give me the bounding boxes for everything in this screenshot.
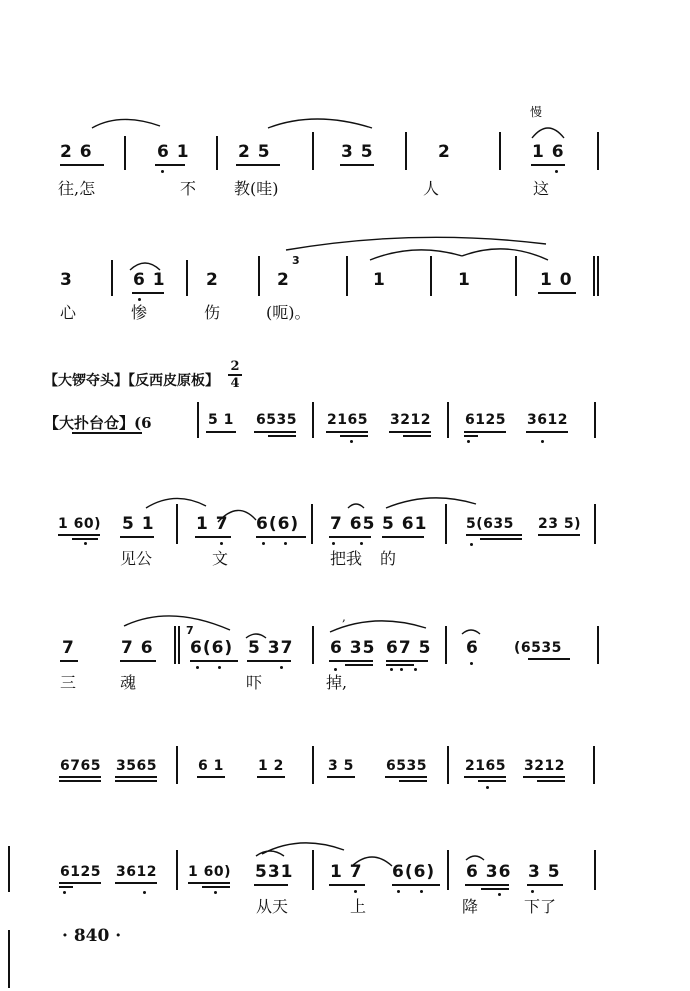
underline bbox=[120, 536, 154, 538]
barline bbox=[111, 260, 113, 296]
underline bbox=[115, 776, 157, 778]
underline bbox=[59, 780, 101, 782]
note-group: 1 60) bbox=[188, 864, 231, 880]
barline bbox=[258, 256, 260, 296]
note-group: 23 5) bbox=[538, 516, 581, 532]
underline bbox=[329, 884, 365, 886]
margin-line bbox=[8, 846, 10, 892]
note-group: 2 bbox=[277, 270, 290, 290]
underline bbox=[326, 431, 368, 433]
barline bbox=[124, 136, 126, 170]
octave-dot bbox=[262, 542, 265, 545]
octave-dot bbox=[498, 893, 501, 896]
note-group: 5 61 bbox=[382, 514, 428, 534]
underline bbox=[464, 435, 478, 437]
note-group: 7 6 bbox=[121, 638, 154, 658]
octave-dot bbox=[143, 891, 146, 894]
note-group: 5 1 bbox=[122, 514, 155, 534]
octave-dot bbox=[350, 440, 353, 443]
underline bbox=[115, 882, 157, 884]
note-group: 6535 bbox=[256, 412, 297, 428]
underline bbox=[399, 780, 427, 782]
octave-dot bbox=[541, 440, 544, 443]
underline bbox=[537, 780, 565, 782]
note-group: 2 6 bbox=[60, 142, 93, 162]
note-group: 1 7 bbox=[196, 514, 229, 534]
barline bbox=[447, 850, 449, 890]
octave-dot bbox=[397, 890, 400, 893]
barline bbox=[597, 132, 599, 170]
barline bbox=[176, 746, 178, 784]
lyric: 掉, bbox=[326, 673, 348, 692]
underline bbox=[202, 886, 230, 888]
lyric: 把我 bbox=[330, 549, 363, 568]
octave-dot bbox=[531, 890, 534, 893]
barline bbox=[186, 260, 188, 296]
octave-dot bbox=[360, 542, 363, 545]
barline bbox=[445, 626, 447, 664]
barline bbox=[447, 402, 449, 438]
note-group: 7 bbox=[62, 638, 75, 658]
lyric: 心 bbox=[60, 303, 77, 322]
underline bbox=[329, 536, 371, 538]
underline bbox=[327, 776, 355, 778]
octave-dot bbox=[420, 890, 423, 893]
underline bbox=[464, 776, 506, 778]
lyric: 不 bbox=[180, 179, 197, 198]
lyric: 文 bbox=[212, 549, 229, 568]
underline bbox=[206, 431, 236, 433]
octave-dot bbox=[220, 542, 223, 545]
underline bbox=[340, 435, 368, 437]
lyric: (呃)。 bbox=[266, 303, 311, 322]
barline bbox=[176, 850, 178, 890]
barline bbox=[499, 132, 501, 170]
underline bbox=[72, 432, 142, 434]
barline bbox=[197, 402, 199, 438]
note-group: 6125 bbox=[60, 864, 101, 880]
lyric: 见公 bbox=[120, 549, 153, 568]
underline bbox=[531, 164, 565, 166]
barline bbox=[174, 626, 176, 664]
barline bbox=[447, 746, 449, 784]
underline bbox=[466, 534, 522, 536]
note-group: 3565 bbox=[116, 758, 157, 774]
note-group: 2165 bbox=[465, 758, 506, 774]
octave-dot bbox=[161, 170, 164, 173]
note-group: 6(6) bbox=[190, 638, 234, 658]
note-group: 3 bbox=[60, 270, 73, 290]
underline bbox=[340, 164, 374, 166]
note-group: 3612 bbox=[116, 864, 157, 880]
note-group: 1 2 bbox=[258, 758, 284, 774]
underline bbox=[115, 780, 157, 782]
note-group: 67 5 bbox=[386, 638, 432, 658]
time-signature-top: 2 bbox=[230, 359, 240, 374]
note-group: 7 65 bbox=[330, 514, 376, 534]
note-group: 5(635 bbox=[466, 516, 514, 532]
underline bbox=[197, 776, 225, 778]
section-header: 【大锣夺头】【反西皮原板】 bbox=[44, 373, 219, 389]
octave-dot bbox=[414, 668, 417, 671]
underline bbox=[59, 882, 101, 884]
barline bbox=[311, 504, 313, 544]
barline bbox=[594, 504, 596, 544]
slur bbox=[0, 230, 690, 290]
note-group: 6(6) bbox=[392, 862, 436, 882]
lyric: 从天 bbox=[256, 897, 289, 916]
note-group: 3612 bbox=[527, 412, 568, 428]
underline bbox=[538, 534, 580, 536]
underline bbox=[385, 776, 427, 778]
note-group: (6535 bbox=[514, 640, 562, 656]
underline bbox=[345, 664, 373, 666]
note-group: 2 bbox=[438, 142, 451, 162]
barline bbox=[176, 504, 178, 544]
grace-note: 3 bbox=[292, 254, 301, 267]
underline bbox=[195, 536, 231, 538]
lyric: 下了 bbox=[524, 897, 557, 916]
note-group: 6 1 bbox=[133, 270, 166, 290]
underline bbox=[526, 431, 568, 433]
tempo-mark: 慢 bbox=[530, 105, 543, 119]
note-group: 3212 bbox=[524, 758, 565, 774]
underline bbox=[403, 435, 431, 437]
octave-dot bbox=[280, 666, 283, 669]
lyric: 教(哇) bbox=[234, 179, 279, 198]
lyric: 人 bbox=[423, 179, 440, 198]
underline bbox=[392, 884, 440, 886]
underline bbox=[58, 534, 100, 536]
octave-dot bbox=[84, 542, 87, 545]
octave-dot bbox=[214, 891, 217, 894]
octave-dot bbox=[218, 666, 221, 669]
note-group: 2 bbox=[206, 270, 219, 290]
underline bbox=[481, 888, 509, 890]
barline bbox=[430, 256, 432, 296]
barline bbox=[597, 626, 599, 664]
breath-mark: , bbox=[342, 610, 346, 624]
barline bbox=[593, 746, 595, 784]
underline bbox=[60, 660, 78, 662]
octave-dot bbox=[284, 542, 287, 545]
time-signature bbox=[228, 360, 242, 390]
lyric: 吓 bbox=[246, 673, 263, 692]
barline bbox=[312, 132, 314, 170]
lyric: 的 bbox=[380, 549, 397, 568]
octave-dot bbox=[390, 668, 393, 671]
lyric: 伤 bbox=[204, 303, 221, 322]
underline bbox=[257, 776, 285, 778]
note-group: 6535 bbox=[386, 758, 427, 774]
underline bbox=[386, 664, 414, 666]
note-group: 3 5 bbox=[328, 758, 354, 774]
octave-dot bbox=[467, 440, 470, 443]
barline bbox=[312, 402, 314, 438]
underline bbox=[188, 882, 230, 884]
octave-dot bbox=[354, 890, 357, 893]
page-number: · 840 · bbox=[62, 926, 122, 946]
octave-dot bbox=[400, 668, 403, 671]
margin-line bbox=[8, 930, 10, 988]
underline bbox=[236, 164, 280, 166]
underline bbox=[382, 536, 424, 538]
note-group: 5 1 bbox=[208, 412, 234, 428]
underline bbox=[523, 776, 565, 778]
note-group: 3212 bbox=[390, 412, 431, 428]
underline bbox=[59, 776, 101, 778]
octave-dot bbox=[470, 662, 473, 665]
octave-dot bbox=[470, 543, 473, 546]
lyric: 上 bbox=[350, 897, 367, 916]
note-group: 3 5 bbox=[341, 142, 374, 162]
lyric: 降 bbox=[462, 897, 479, 916]
barline bbox=[593, 256, 595, 296]
note-group: 6125 bbox=[465, 412, 506, 428]
barline bbox=[346, 256, 348, 296]
lyric: 往,怎 bbox=[58, 179, 96, 198]
note-group: 1 bbox=[458, 270, 471, 290]
underline bbox=[268, 435, 296, 437]
note-group: 1 7 bbox=[330, 862, 363, 882]
underline bbox=[72, 538, 98, 540]
barline bbox=[216, 136, 218, 170]
underline bbox=[329, 660, 373, 662]
note-group: 6 bbox=[466, 638, 479, 658]
underline bbox=[480, 538, 522, 540]
barline bbox=[178, 626, 180, 664]
note-group: 6 35 bbox=[330, 638, 376, 658]
underline bbox=[389, 431, 431, 433]
underline bbox=[538, 292, 576, 294]
underline bbox=[527, 884, 563, 886]
note-group: 1 bbox=[373, 270, 386, 290]
barline bbox=[445, 504, 447, 544]
octave-dot bbox=[486, 786, 489, 789]
note-group: 2 5 bbox=[238, 142, 271, 162]
octave-dot bbox=[555, 170, 558, 173]
barline bbox=[597, 256, 599, 296]
lyric: 魂 bbox=[120, 673, 137, 692]
note-group: 1 6 bbox=[532, 142, 565, 162]
underline bbox=[464, 431, 506, 433]
note-group: 3 5 bbox=[528, 862, 561, 882]
underline bbox=[59, 886, 73, 888]
barline bbox=[312, 850, 314, 890]
underline bbox=[478, 780, 506, 782]
underline bbox=[120, 660, 156, 662]
underline bbox=[465, 884, 509, 886]
underline bbox=[60, 164, 104, 166]
underline bbox=[155, 164, 185, 166]
octave-dot bbox=[196, 666, 199, 669]
barline bbox=[515, 256, 517, 296]
underline bbox=[254, 431, 296, 433]
barline bbox=[594, 402, 596, 438]
lyric: 三 bbox=[60, 673, 77, 692]
note-group: 6 1 bbox=[157, 142, 190, 162]
grace-note: 7 bbox=[186, 624, 195, 637]
octave-dot bbox=[332, 542, 335, 545]
note-group: 1 60) bbox=[58, 516, 101, 532]
lyric: 这 bbox=[533, 179, 550, 198]
underline bbox=[254, 884, 288, 886]
underline bbox=[247, 660, 291, 662]
time-signature-bottom: 4 bbox=[230, 376, 240, 391]
note-group: 5 37 bbox=[248, 638, 294, 658]
underline bbox=[386, 660, 428, 662]
note-group: 6 36 bbox=[466, 862, 512, 882]
octave-dot bbox=[63, 891, 66, 894]
note-group: 6 1 bbox=[198, 758, 224, 774]
underline bbox=[132, 292, 164, 294]
note-group: 【大扑台仓】(6 bbox=[44, 414, 152, 432]
barline bbox=[312, 626, 314, 664]
note-group: 6765 bbox=[60, 758, 101, 774]
underline bbox=[256, 536, 306, 538]
note-group: 1 0 bbox=[540, 270, 573, 290]
note-group: 2165 bbox=[327, 412, 368, 428]
barline bbox=[312, 746, 314, 784]
barline bbox=[405, 132, 407, 170]
note-group: 6(6) bbox=[256, 514, 300, 534]
barline bbox=[594, 850, 596, 890]
lyric: 惨 bbox=[131, 303, 148, 322]
underline bbox=[190, 660, 238, 662]
underline bbox=[528, 658, 570, 660]
note-group: 531 bbox=[255, 862, 294, 882]
